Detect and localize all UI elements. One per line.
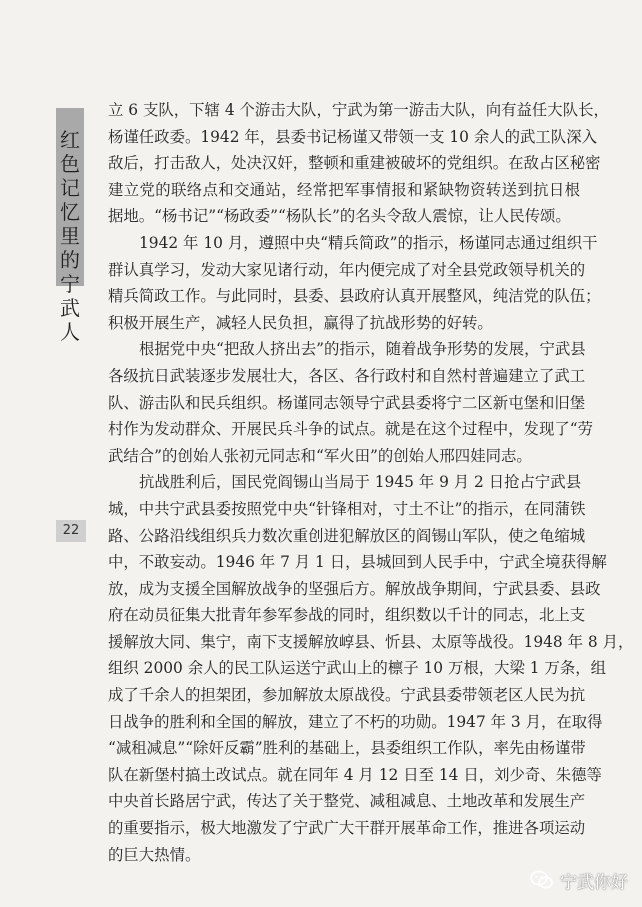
text-line: 中，不敢妄动。1946 年 7 月 1 日，县城回到人民手中，宁武全境获得解 xyxy=(108,553,607,572)
text-line: 敌后，打击敌人，处决汉奸，整顿和重建被破坏的党组织。在敌占区秘密 xyxy=(108,154,601,173)
text-line: 武结合”的创始人张初元同志和“军火田”的创始人邢四娃同志。 xyxy=(108,446,532,465)
book-title-vertical: 红 色 记 忆 里 的 宁 武 人 xyxy=(60,128,80,344)
text-line: 村作为发动群众、开展民兵斗争的试点。就是在这个过程中，发现了“劳 xyxy=(108,420,593,439)
text-line: 城，中共宁武县委按照党中央“针锋相对，寸土不让”的指示，在同蒲铁 xyxy=(108,499,586,518)
text-line: 1942 年 10 月，遵照中央“精兵简政”的指示，杨谨同志通过组织干 xyxy=(139,233,598,252)
text-line: 府在动员征集大批青年参军参战的同时，组织数以千计的同志，北上支 xyxy=(108,606,586,625)
wechat-icon xyxy=(530,869,554,891)
text-line: 中央首长路居宁武，传达了关于整党、减租减息、土地改革和发展生产 xyxy=(108,792,586,811)
text-line: 各级抗日武装逐步发展壮大，各区、各行政村和自然村普遍建立了武工 xyxy=(108,366,586,385)
text-line: 根据党中央“把敌人挤出去”的指示，随着战争形势的发展，宁武县 xyxy=(139,340,586,359)
text-line: 队在新堡村搞土改试点。就在同年 4 月 12 日至 14 日，刘少奇、朱德等 xyxy=(108,765,602,784)
text-line: 杨谨任政委。1942 年，县委书记杨谨又带领一支 10 余人的武工队深入 xyxy=(108,127,597,146)
text-line: 队、游击队和民兵组织。杨谨同志领导宁武县委将宁二区新屯堡和旧堡 xyxy=(108,393,586,412)
text-line: 积极开展生产，减轻人民负担，赢得了抗战形势的好转。 xyxy=(108,313,493,332)
body-text xyxy=(108,97,634,868)
text-line: 立 6 支队，下辖 4 个游击大队，宁武为第一游击大队，向有益任大队长， xyxy=(108,101,609,119)
watermark-text: 宁武你好 xyxy=(560,872,628,893)
text-line: 日战争的胜利和全国的解放，建立了不朽的功勋。1947 年 3 月，在取得 xyxy=(108,712,603,731)
text-line: 成了千余人的担架团，参加解放太原战役。宁武县委带领老区人民为抗 xyxy=(108,686,586,705)
text-line: 的巨大热情。 xyxy=(108,845,201,864)
page-number: 22 xyxy=(56,520,86,542)
text-line: 的重要指示，极大地激发了宁武广大干群开展革命工作，推进各项运动 xyxy=(108,819,586,838)
text-line: 抗战胜利后，国民党阎锡山当局于 1945 年 9 月 2 日抢占宁武县 xyxy=(139,473,582,492)
text-line: “减租减息”“除奸反霸”胜利的基础上，县委组织工作队，率先由杨谨带 xyxy=(108,739,586,758)
watermark xyxy=(530,865,628,895)
text-line: 组织 2000 余人的民工队运送宁武山上的檩子 10 万根，大梁 1 万条，组 xyxy=(108,659,607,678)
text-line: 精兵简政工作。与此同时，县委、县政府认真开展整风，纯洁党的队伍； xyxy=(108,287,601,306)
text-line: 建立党的联络点和交通站，经常把军事情报和紧缺物资转送到抗日根 xyxy=(108,180,580,199)
chapter-side-tab xyxy=(56,108,84,344)
text-line: 据地。“杨书记”“杨政委”“杨队长”的名头令敌人震惊，让人民传颂。 xyxy=(108,207,571,226)
text-line: 放，成为支援全国解放战争的坚强后方。解放战争期间，宁武县委、县政 xyxy=(108,579,601,598)
text-line: 群认真学习，发动大家见诸行动，年内便完成了对全县党政领导机关的 xyxy=(108,260,586,279)
text-line: 援解放大同、集宁，南下支援解放崞县、忻县、太原等战役。1948 年 8 月， xyxy=(108,632,634,651)
text-line: 路、公路沿线组织兵力数次重创进犯解放区的阎锡山军队，使之龟缩城 xyxy=(108,526,586,545)
